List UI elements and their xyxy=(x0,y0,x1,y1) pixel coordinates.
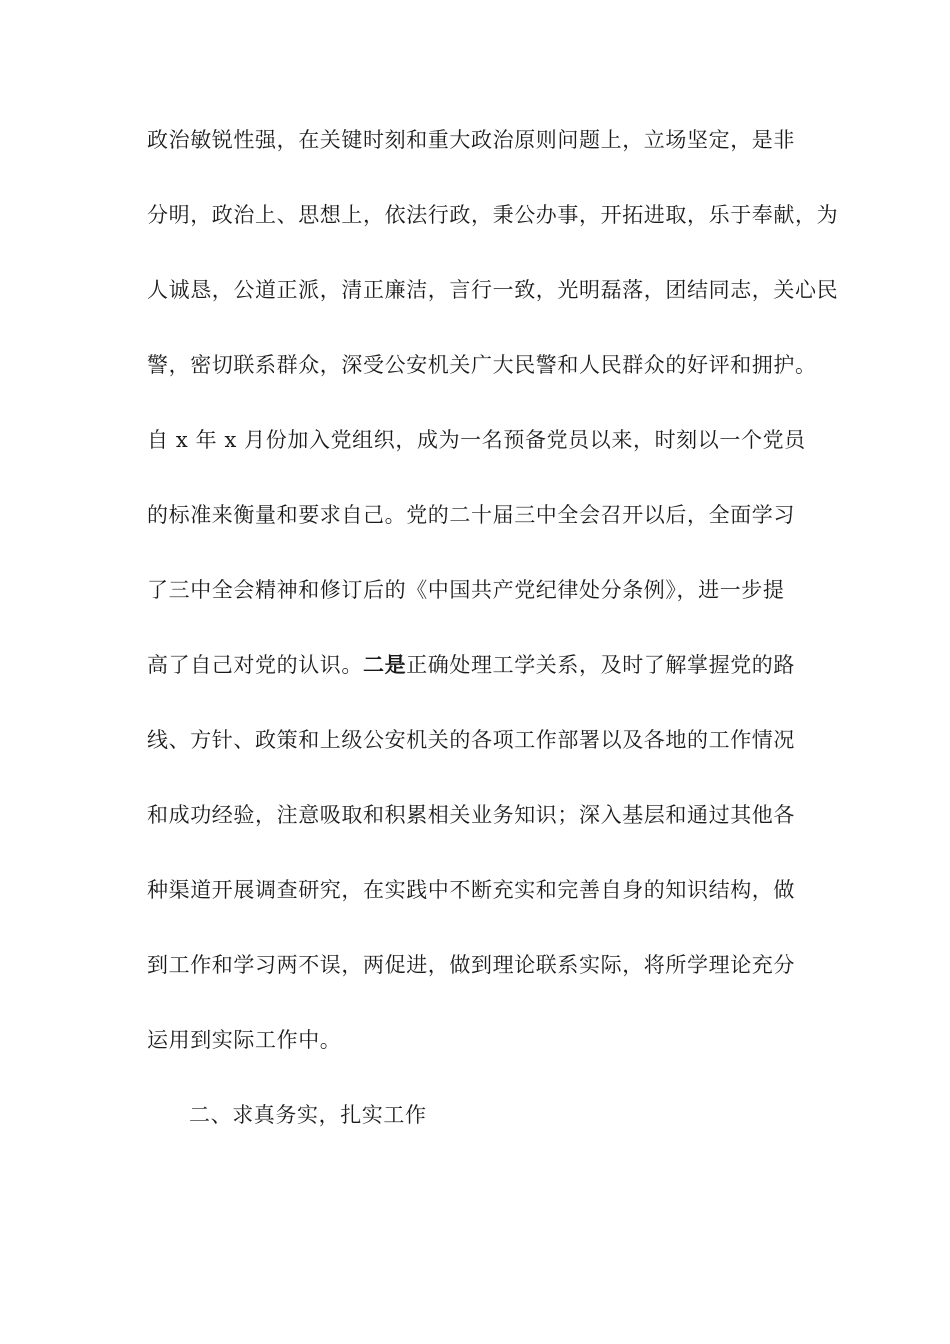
body-text-line-9: 线、方针、政策和上级公安机关的各项工作部署以及各地的工作情况 xyxy=(147,728,795,752)
body-text-line-8 xyxy=(147,650,827,680)
body-text-segment: 正确处理工学关系，及时了解掌握党的路 xyxy=(406,653,796,677)
body-text-line-10: 和成功经验，注意吸取和积累相关业务知识；深入基层和通过其他各 xyxy=(147,803,795,827)
body-text-line-6: 的标准来衡量和要求自己。党的二十届三中全会召开以后，全面学习 xyxy=(147,503,795,527)
bold-emphasis-text: 二是 xyxy=(363,652,407,677)
section-heading: 二、求真务实，扎实工作 xyxy=(189,1103,427,1127)
body-text-line-4: 警，密切联系群众，深受公安机关广大民警和人民群众的好评和拥护。 xyxy=(147,353,817,377)
body-text-line-5: 自 x 年 x 月份加入党组织，成为一名预备党员以来，时刻以一个党员 xyxy=(147,428,806,452)
body-text-line-13: 运用到实际工作中。 xyxy=(147,1028,342,1052)
body-text-line-11: 种渠道开展调查研究，在实践中不断充实和完善自身的知识结构，做 xyxy=(147,878,795,902)
body-text-line-12: 到工作和学习两不误，两促进，做到理论联系实际，将所学理论充分 xyxy=(147,953,795,977)
body-text-line-1: 政治敏锐性强，在关键时刻和重大政治原则问题上，立场坚定，是非 xyxy=(147,128,795,152)
body-text-line-7: 了三中全会精神和修订后的《中国共产党纪律处分条例》，进一步提 xyxy=(147,578,785,602)
body-text-segment: 高了自己对党的认识。 xyxy=(147,653,363,677)
body-text-line-3: 人诚恳，公道正派，清正廉洁，言行一致，光明磊落，团结同志，关心民 xyxy=(147,278,839,302)
body-text-line-2: 分明，政治上、思想上，依法行政，秉公办事，开拓进取，乐于奉献，为 xyxy=(147,203,839,227)
